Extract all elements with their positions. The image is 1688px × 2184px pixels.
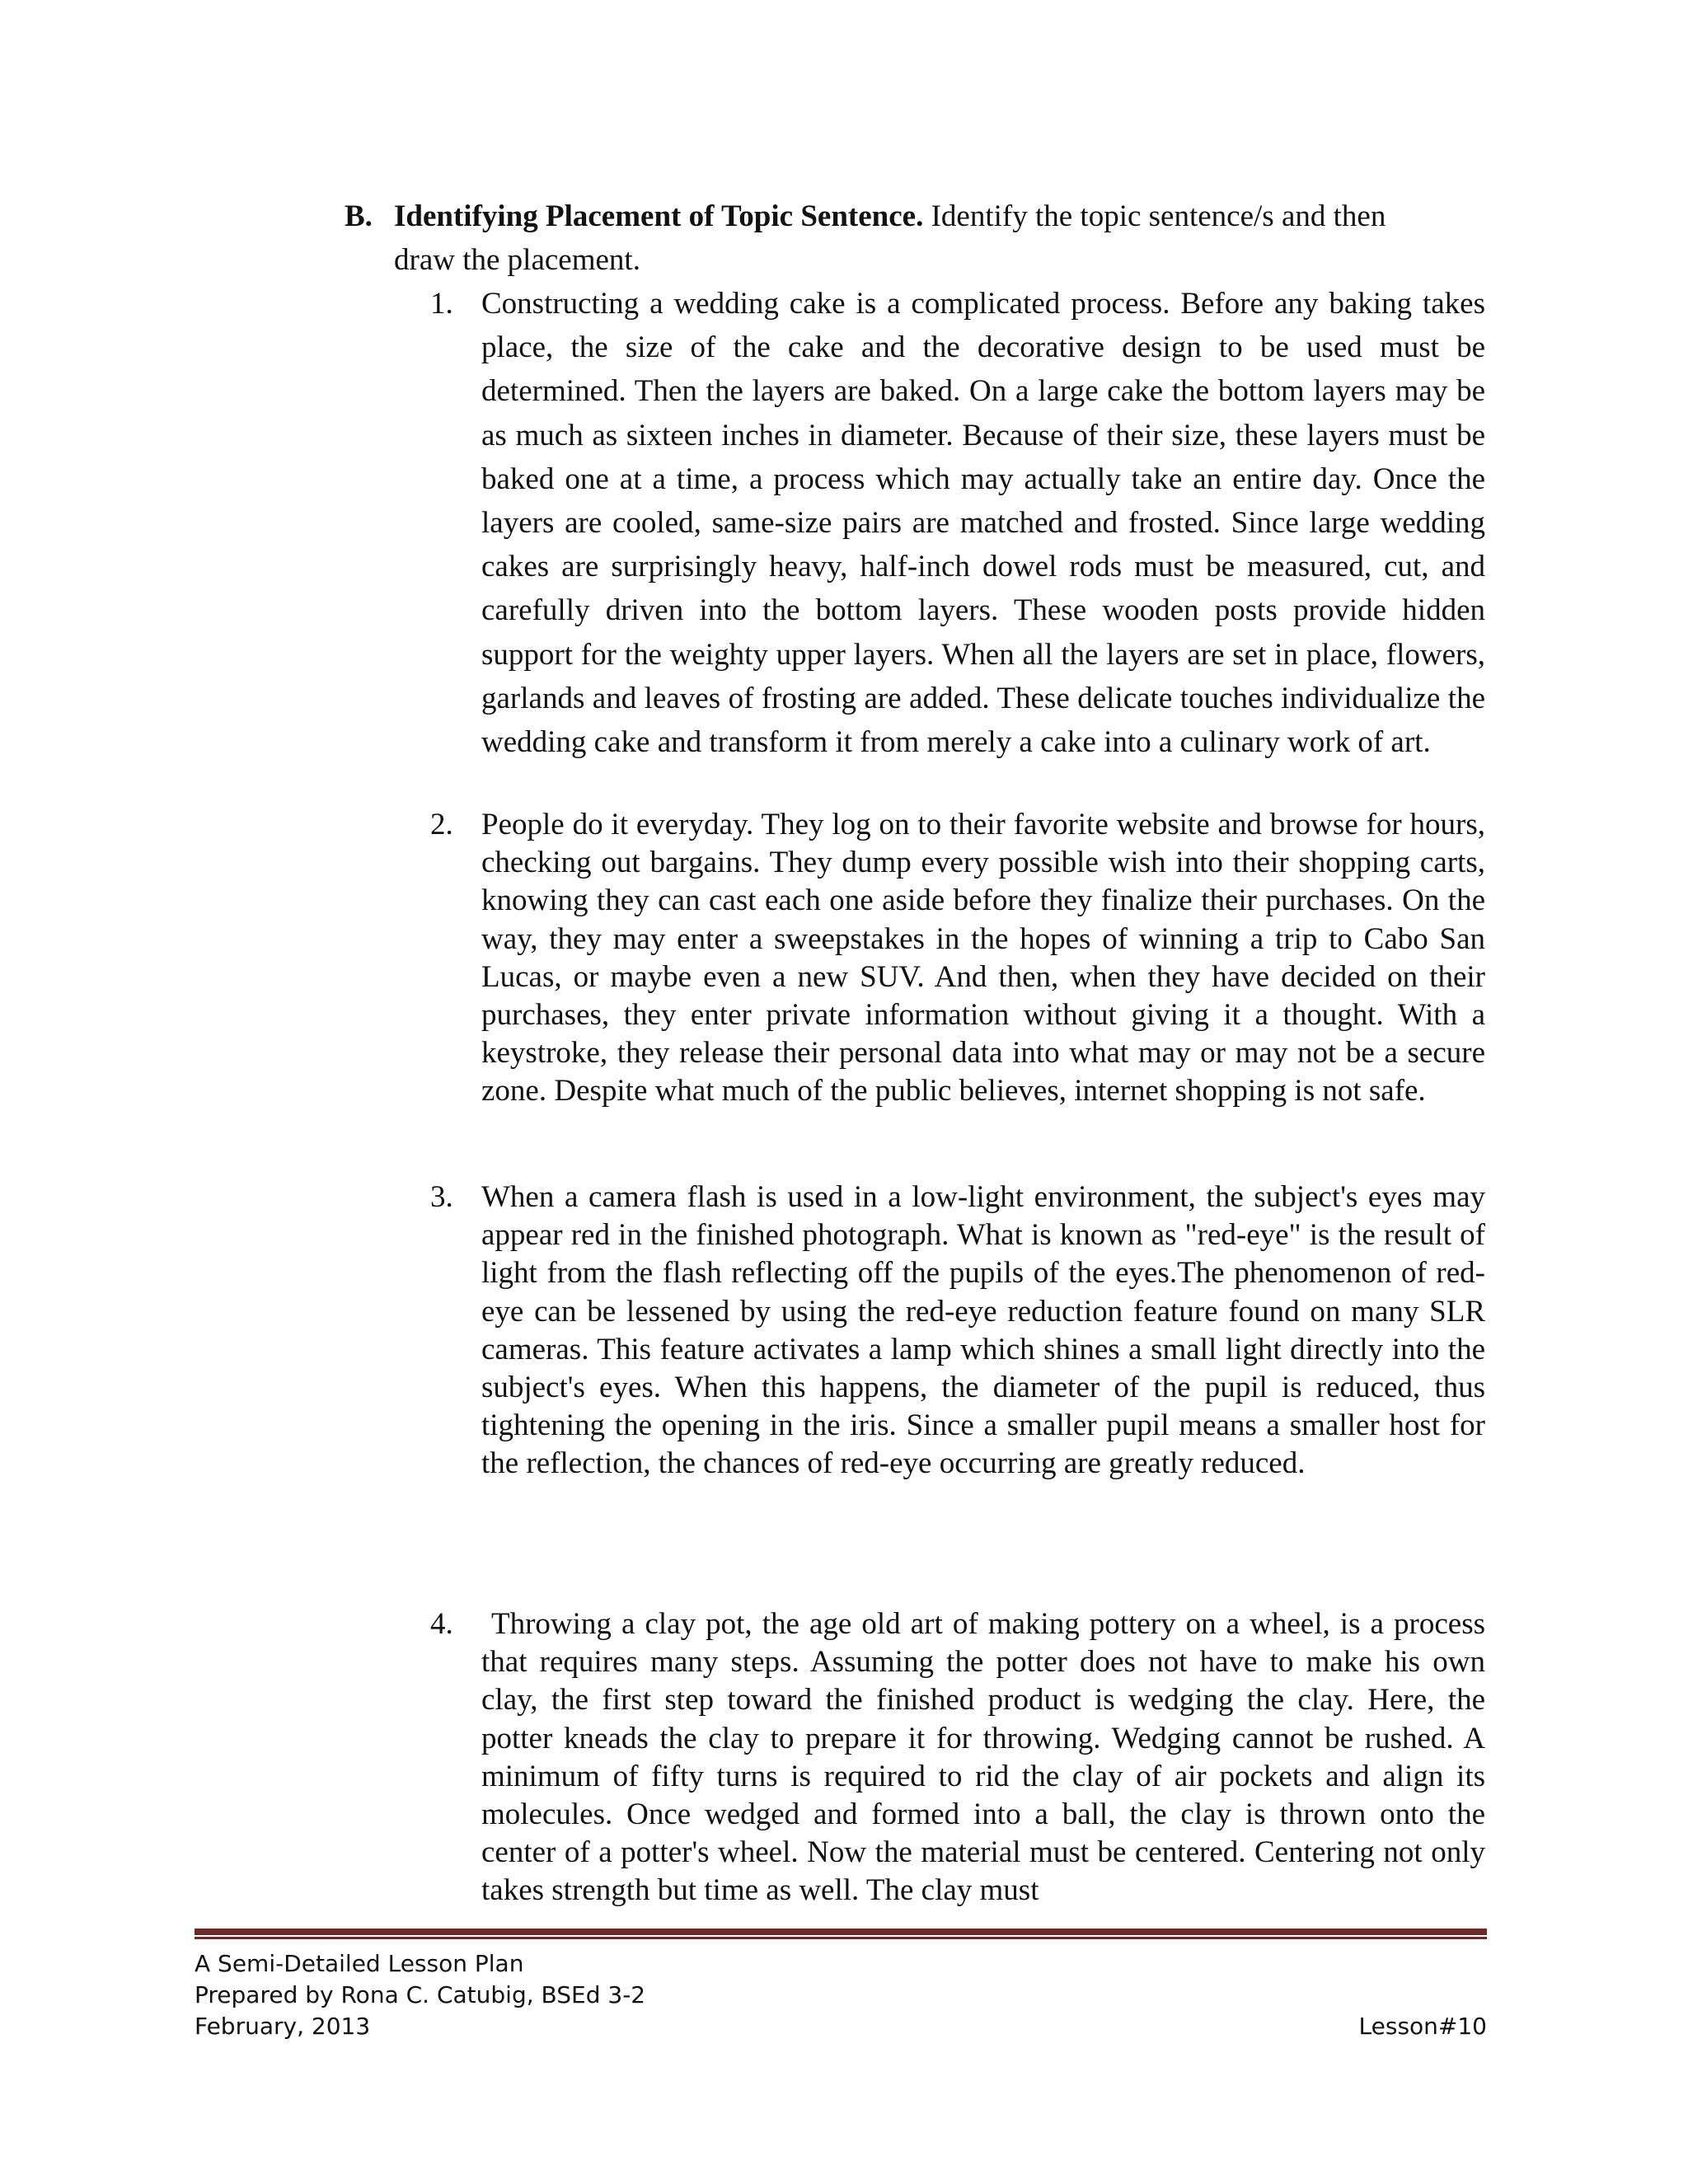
list-item bbox=[430, 282, 1485, 764]
footer-divider bbox=[195, 1929, 1487, 1939]
item-number: 2. bbox=[430, 808, 453, 841]
footer-author: Prepared by Rona C. Catubig, BSEd 3-2 bbox=[195, 1981, 646, 2008]
page-footer bbox=[195, 1948, 1487, 2042]
section-instruction: Identify the topic sentence/s and then bbox=[923, 199, 1386, 233]
footer-divider-thick bbox=[195, 1929, 1487, 1935]
footer-divider-thin bbox=[195, 1937, 1487, 1939]
footer-date: February, 2013 bbox=[195, 2013, 371, 2040]
item-paragraph: When a camera flash is used in a low-light environment, the subject's eyes may appear red in the finished photograph. What is known as "red-eye" is the result of light from the flash reflecting off the pupils of the eyes.The phenomenon of red-eye can be lessened by using the red-eye reduction feature found on many SLR cameras. This feature activates a lamp which shines a small light directly into the subject's eyes. When this happens, the diameter of the pupil is reduced, thus tightening the opening in the iris. Since a smaller pupil means a smaller host for the reflection, the chances of red-eye occurring are greatly reduced. bbox=[481, 1180, 1485, 1481]
list-item bbox=[430, 1605, 1485, 1910]
footer-doc-type: A Semi-Detailed Lesson Plan bbox=[195, 1950, 524, 1977]
item-paragraph: Throwing a clay pot, the age old art of making pottery on a wheel, is a process that requires many steps. Assuming the potter does not have to make his own clay, the first step toward the finished product is wedging the clay. Here, the potter kneads the clay to prepare it for throwing. Wedging cannot be rushed. A minimum of fifty turns is required to rid the clay of air pockets and align its molecules. Once wedged and formed into a ball, the clay is thrown onto the center of a potter's wheel. Now the material must be centered. Centering not only takes strength but time as well. The clay must bbox=[481, 1607, 1485, 1908]
item-number: 4. bbox=[430, 1607, 453, 1641]
list-item bbox=[430, 806, 1485, 1111]
item-paragraph: Constructing a wedding cake is a complicated process. Before any baking takes place, the size of the cake and the decorative design to be used must be determined. Then the layers are baked. On a large cake the bottom layers may be as much as sixteen inches in diameter. Because of their size, these layers must be baked one at a time, a process which may actually take an entire day. Once the layers are cooled, same-size pairs are matched and frosted. Since large wedding cakes are surprisingly heavy, half-inch dowel rods must be measured, cut, and carefully driven into the bottom layers. These wooden posts provide hidden support for the weighty upper layers. When all the layers are set in place, flowers, garlands and leaves of frosting are added. These delicate touches individualize the wedding cake and transform it from merely a cake into a culinary work of art. bbox=[481, 287, 1485, 760]
footer-lesson-number: Lesson#10 bbox=[1358, 2013, 1487, 2040]
item-number: 3. bbox=[430, 1180, 453, 1214]
item-number: 1. bbox=[430, 287, 453, 321]
section-instruction-continued: draw the placement. bbox=[394, 243, 640, 277]
list-item bbox=[430, 1179, 1485, 1483]
item-paragraph: People do it everyday. They log on to their favorite website and browse for hours, checking out bargains. They dump every possible wish into their shopping carts, knowing they can cast each one aside before they finalize their purchases. On the way, they may enter a sweepstakes in the hopes of winning a trip to Cabo San Lucas, or maybe even a new SUV. And then, when they have decided on their purchases, they enter private information without giving it a thought. With a keystroke, they release their personal data into what may or may not be a secure zone. Despite what much of the public believes, internet shopping is not safe. bbox=[481, 808, 1485, 1108]
section-title: Identifying Placement of Topic Sentence. bbox=[394, 199, 924, 233]
section-letter: B. bbox=[345, 199, 373, 233]
section-heading bbox=[345, 194, 1482, 282]
